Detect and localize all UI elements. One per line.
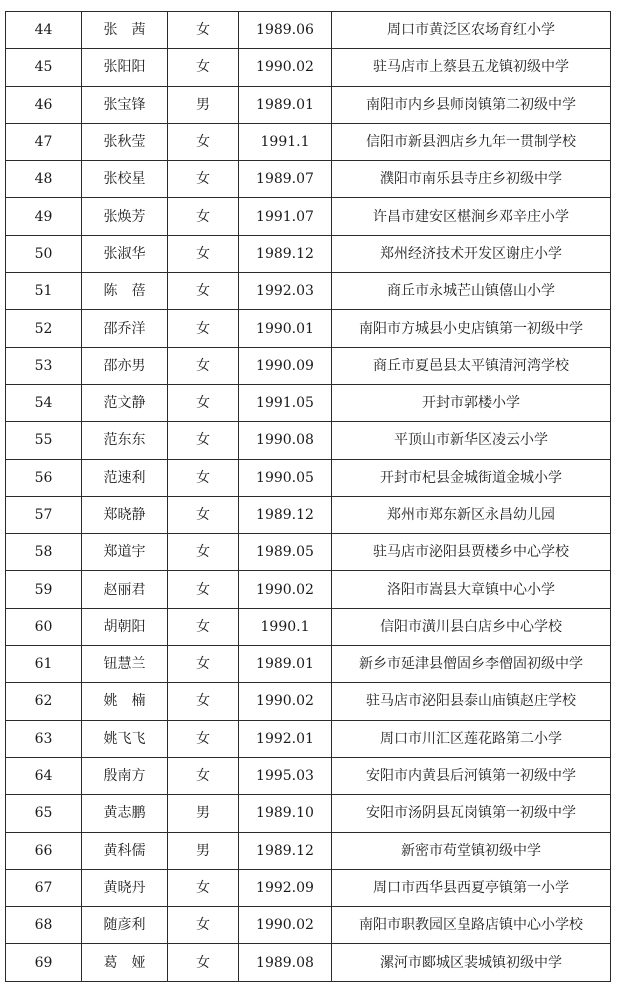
cell-name: 张校星 — [82, 161, 168, 198]
cell-number: 67 — [6, 869, 82, 906]
cell-name: 姚飞飞 — [82, 720, 168, 757]
cell-school: 周口市黄泛区农场育红小学 — [332, 12, 611, 49]
cell-gender: 男 — [168, 86, 239, 123]
cell-school: 平顶山市新华区凌云小学 — [332, 422, 611, 459]
table-row — [6, 12, 611, 49]
cell-birth-date: 1989.08 — [239, 944, 332, 981]
cell-school: 洛阳市嵩县大章镇中心小学 — [332, 571, 611, 608]
cell-birth-date: 1989.07 — [239, 161, 332, 198]
table-row — [6, 459, 611, 496]
cell-birth-date: 1992.09 — [239, 869, 332, 906]
cell-gender: 女 — [168, 273, 239, 310]
cell-birth-date: 1991.05 — [239, 384, 332, 421]
cell-number: 50 — [6, 235, 82, 272]
cell-name: 随彦利 — [82, 907, 168, 944]
table-row — [6, 869, 611, 906]
cell-birth-date: 1990.02 — [239, 571, 332, 608]
table-row — [6, 571, 611, 608]
cell-birth-date: 1992.03 — [239, 273, 332, 310]
cell-name: 范速利 — [82, 459, 168, 496]
cell-number: 58 — [6, 534, 82, 571]
cell-birth-date: 1990.02 — [239, 49, 332, 86]
cell-gender: 女 — [168, 608, 239, 645]
cell-gender: 女 — [168, 534, 239, 571]
cell-name: 赵丽君 — [82, 571, 168, 608]
cell-gender: 女 — [168, 869, 239, 906]
cell-school: 南阳市内乡县师岗镇第二初级中学 — [332, 86, 611, 123]
cell-number: 62 — [6, 683, 82, 720]
table-row — [6, 646, 611, 683]
cell-number: 64 — [6, 757, 82, 794]
cell-school: 安阳市内黄县后河镇第一初级中学 — [332, 757, 611, 794]
cell-number: 48 — [6, 161, 82, 198]
table-row — [6, 422, 611, 459]
table-row — [6, 534, 611, 571]
cell-gender: 女 — [168, 683, 239, 720]
cell-school: 周口市西华县西夏亭镇第一小学 — [332, 869, 611, 906]
cell-number: 46 — [6, 86, 82, 123]
table-row — [6, 235, 611, 272]
cell-school: 安阳市汤阴县瓦岗镇第一初级中学 — [332, 795, 611, 832]
cell-number: 66 — [6, 832, 82, 869]
table-row — [6, 720, 611, 757]
cell-gender: 女 — [168, 757, 239, 794]
table-row — [6, 683, 611, 720]
table-row — [6, 608, 611, 645]
cell-gender: 女 — [168, 310, 239, 347]
cell-school: 驻马店市泌阳县泰山庙镇赵庄学校 — [332, 683, 611, 720]
cell-school: 新密市苟堂镇初级中学 — [332, 832, 611, 869]
cell-name: 黄晓丹 — [82, 869, 168, 906]
cell-school: 商丘市永城芒山镇僖山小学 — [332, 273, 611, 310]
cell-number: 44 — [6, 12, 82, 49]
cell-name: 陈 蓓 — [82, 273, 168, 310]
cell-birth-date: 1990.01 — [239, 310, 332, 347]
cell-birth-date: 1991.1 — [239, 123, 332, 160]
cell-school: 开封市郭楼小学 — [332, 384, 611, 421]
cell-school: 郑州市郑东新区永昌幼儿园 — [332, 496, 611, 533]
table-row — [6, 198, 611, 235]
cell-number: 69 — [6, 944, 82, 981]
cell-school: 开封市杞县金城街道金城小学 — [332, 459, 611, 496]
cell-number: 57 — [6, 496, 82, 533]
cell-birth-date: 1990.05 — [239, 459, 332, 496]
roster-table — [5, 11, 611, 982]
cell-name: 张淑华 — [82, 235, 168, 272]
cell-birth-date: 1989.06 — [239, 12, 332, 49]
cell-name: 姚 楠 — [82, 683, 168, 720]
cell-birth-date: 1989.01 — [239, 86, 332, 123]
cell-name: 张宝锋 — [82, 86, 168, 123]
roster-table-body — [6, 12, 611, 982]
cell-school: 南阳市职教园区皇路店镇中心小学校 — [332, 907, 611, 944]
cell-gender: 女 — [168, 384, 239, 421]
cell-number: 53 — [6, 347, 82, 384]
cell-gender: 女 — [168, 123, 239, 160]
cell-name: 邵乔洋 — [82, 310, 168, 347]
cell-number: 47 — [6, 123, 82, 160]
cell-number: 68 — [6, 907, 82, 944]
cell-birth-date: 1989.12 — [239, 235, 332, 272]
cell-name: 范东东 — [82, 422, 168, 459]
cell-school: 漯河市郾城区裴城镇初级中学 — [332, 944, 611, 981]
cell-gender: 女 — [168, 12, 239, 49]
cell-birth-date: 1990.08 — [239, 422, 332, 459]
cell-name: 范文静 — [82, 384, 168, 421]
cell-gender: 女 — [168, 347, 239, 384]
table-row — [6, 273, 611, 310]
cell-number: 63 — [6, 720, 82, 757]
cell-school: 商丘市夏邑县太平镇清河湾学校 — [332, 347, 611, 384]
cell-name: 郑道宇 — [82, 534, 168, 571]
cell-school: 郑州经济技术开发区谢庄小学 — [332, 235, 611, 272]
cell-number: 60 — [6, 608, 82, 645]
table-row — [6, 347, 611, 384]
cell-gender: 女 — [168, 422, 239, 459]
cell-birth-date: 1989.05 — [239, 534, 332, 571]
cell-name: 钮慧兰 — [82, 646, 168, 683]
table-row — [6, 86, 611, 123]
cell-school: 驻马店市泌阳县贾楼乡中心学校 — [332, 534, 611, 571]
table-row — [6, 795, 611, 832]
cell-gender: 女 — [168, 198, 239, 235]
cell-school: 许昌市建安区椹涧乡邓辛庄小学 — [332, 198, 611, 235]
cell-gender: 女 — [168, 496, 239, 533]
cell-birth-date: 1990.02 — [239, 907, 332, 944]
cell-gender: 女 — [168, 646, 239, 683]
cell-school: 南阳市方城县小史店镇第一初级中学 — [332, 310, 611, 347]
cell-gender: 女 — [168, 571, 239, 608]
cell-gender: 女 — [168, 907, 239, 944]
cell-gender: 女 — [168, 49, 239, 86]
cell-number: 51 — [6, 273, 82, 310]
cell-number: 45 — [6, 49, 82, 86]
cell-school: 信阳市新县泗店乡九年一贯制学校 — [332, 123, 611, 160]
cell-name: 张秋莹 — [82, 123, 168, 160]
cell-number: 65 — [6, 795, 82, 832]
table-row — [6, 757, 611, 794]
cell-name: 葛 娅 — [82, 944, 168, 981]
cell-name: 张焕芳 — [82, 198, 168, 235]
cell-name: 黄志鹏 — [82, 795, 168, 832]
cell-birth-date: 1989.01 — [239, 646, 332, 683]
cell-number: 59 — [6, 571, 82, 608]
cell-name: 张阳阳 — [82, 49, 168, 86]
cell-number: 54 — [6, 384, 82, 421]
table-row — [6, 907, 611, 944]
cell-gender: 女 — [168, 235, 239, 272]
cell-birth-date: 1989.10 — [239, 795, 332, 832]
table-row — [6, 384, 611, 421]
table-row — [6, 49, 611, 86]
cell-name: 黄科儒 — [82, 832, 168, 869]
table-row — [6, 832, 611, 869]
table-row — [6, 496, 611, 533]
cell-birth-date: 1990.02 — [239, 683, 332, 720]
cell-gender: 女 — [168, 161, 239, 198]
cell-birth-date: 1989.12 — [239, 496, 332, 533]
table-row — [6, 161, 611, 198]
cell-birth-date: 1989.12 — [239, 832, 332, 869]
cell-school: 驻马店市上蔡县五龙镇初级中学 — [332, 49, 611, 86]
cell-school: 濮阳市南乐县寺庄乡初级中学 — [332, 161, 611, 198]
cell-gender: 男 — [168, 832, 239, 869]
cell-school: 信阳市潢川县白店乡中心学校 — [332, 608, 611, 645]
table-row — [6, 123, 611, 160]
cell-number: 56 — [6, 459, 82, 496]
cell-school: 周口市川汇区莲花路第二小学 — [332, 720, 611, 757]
cell-name: 张 茜 — [82, 12, 168, 49]
cell-birth-date: 1990.09 — [239, 347, 332, 384]
cell-name: 邵亦男 — [82, 347, 168, 384]
cell-number: 55 — [6, 422, 82, 459]
cell-gender: 女 — [168, 944, 239, 981]
cell-number: 52 — [6, 310, 82, 347]
cell-birth-date: 1991.07 — [239, 198, 332, 235]
cell-gender: 女 — [168, 459, 239, 496]
cell-birth-date: 1990.1 — [239, 608, 332, 645]
cell-number: 61 — [6, 646, 82, 683]
cell-birth-date: 1995.03 — [239, 757, 332, 794]
table-row — [6, 944, 611, 981]
cell-school: 新乡市延津县僧固乡李僧固初级中学 — [332, 646, 611, 683]
table-row — [6, 310, 611, 347]
cell-name: 殷南方 — [82, 757, 168, 794]
cell-name: 郑晓静 — [82, 496, 168, 533]
cell-birth-date: 1992.01 — [239, 720, 332, 757]
cell-gender: 男 — [168, 795, 239, 832]
cell-number: 49 — [6, 198, 82, 235]
cell-name: 胡朝阳 — [82, 608, 168, 645]
cell-gender: 女 — [168, 720, 239, 757]
